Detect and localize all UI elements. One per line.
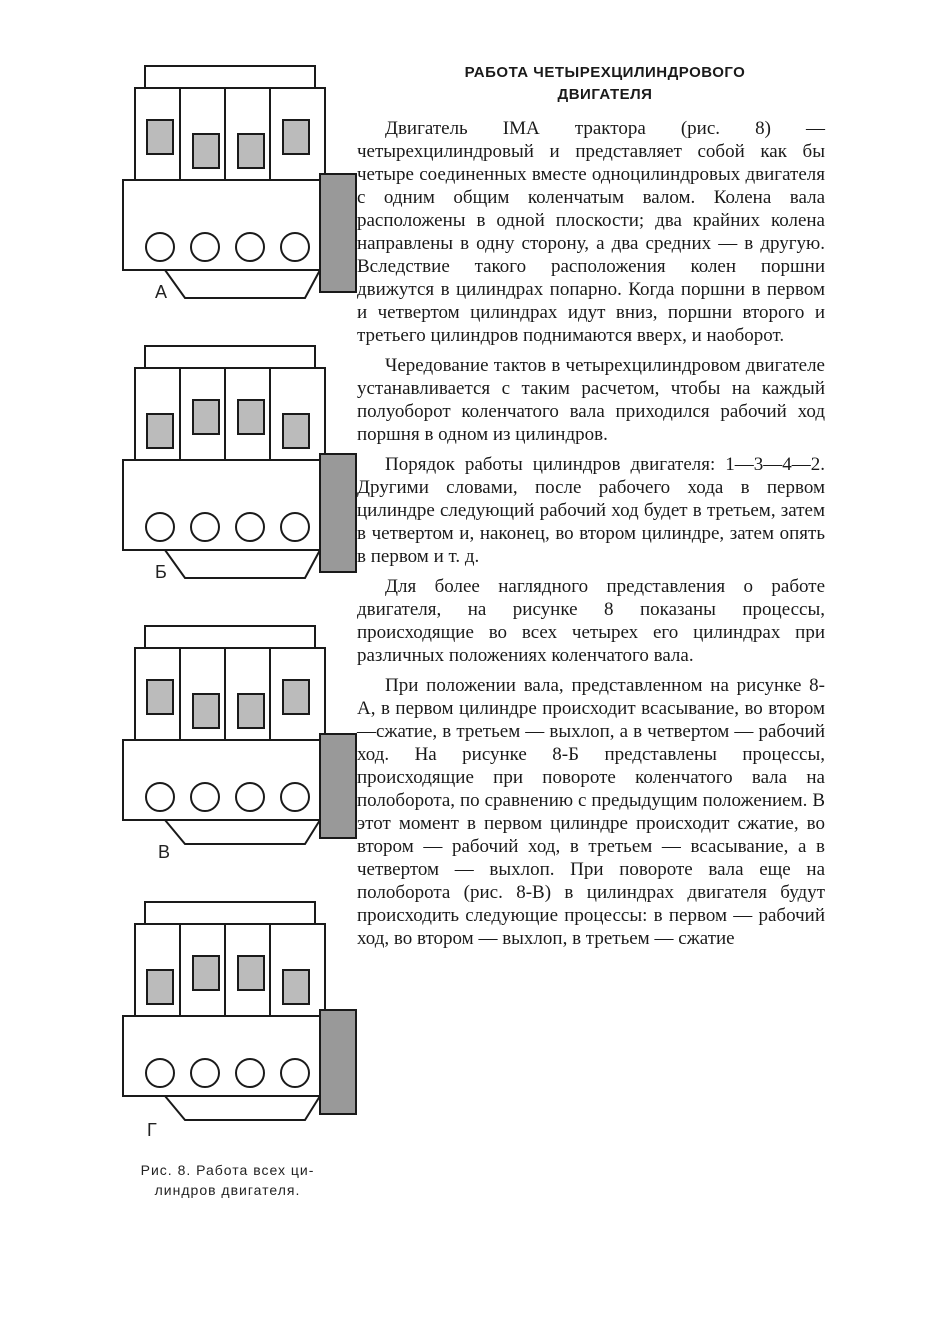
engine-cutaway-drawing bbox=[105, 342, 360, 592]
paragraph-1: Двигатель IМА трактора (рис. 8) — четырехцилиндровый и представляет собой как бы четыре соединенных вместе одноцилиндровых двигателя с одним общим коленчатым валом. Колена вала расположены в одной плоскости; два крайних колена направлены в одну сторону, а два средних — в другую. Вследствие такого расположения колен поршни движутся в цилиндрах попарно. Когда поршни в первом и четвертом цилиндрах идут вниз, поршни второго и третьего цилиндров поднимаются вверх, и наоборот. bbox=[357, 118, 825, 346]
engine-diagram-b bbox=[105, 342, 360, 592]
engine-diagram-v bbox=[105, 622, 360, 852]
figure-caption bbox=[110, 1160, 345, 1200]
figure-label-g: Г bbox=[147, 1120, 157, 1140]
figure-label-v: В bbox=[158, 842, 171, 862]
section-title-line-1: РАБОТА ЧЕТЫРЕХЦИЛИНДРОВОГО bbox=[464, 64, 746, 81]
figure-label-a: А bbox=[155, 282, 168, 302]
engine-cutaway-drawing bbox=[105, 62, 360, 312]
body-text bbox=[357, 117, 825, 957]
paragraph-4: Для более наглядного представления о работе двигателя, на рисунке 8 показаны процессы, происходящие во всех четырех его цилиндрах при различных положениях коленчатого вала. bbox=[357, 576, 825, 666]
engine-cutaway-drawing bbox=[105, 898, 360, 1128]
section-title bbox=[385, 62, 825, 106]
paragraph-3: Порядок работы цилиндров двигателя: 1—3—4—2. Другими словами, после рабочего хода в первом цилиндре следующий рабочий ход будет в третьем, затем в четвертом и, наконец, во втором цилиндре, затем опять в первом и т. д. bbox=[357, 454, 825, 567]
engine-cutaway-drawing bbox=[105, 622, 360, 852]
paragraph-5: При положении вала, представленном на рисунке 8-А, в первом цилиндре происходит всасывание, во втором—сжатие, в третьем — выхлоп, а в четвертом — рабочий ход. На рисунке 8-Б представлены процессы, происходящие при повороте коленчатого вала на полоборота, по сравнению с предыдущим положением. В этот момент в первом цилиндре происходит сжатие, во втором — рабочий ход, в третьем — всасывание, а в четвертом — выхлоп. При повороте вала еще на полоборота (рис. 8-В) в цилиндрах двигателя будут происходить следующие процессы: в первом — рабочий ход, во втором — выхлоп, в третьем — сжатие bbox=[357, 675, 825, 949]
caption-line-1: Рис. 8. Работа всех ци- bbox=[140, 1162, 315, 1178]
caption-line-2: линдров двигателя. bbox=[154, 1182, 301, 1198]
engine-diagram-g bbox=[105, 898, 360, 1128]
figure-label-b: Б bbox=[155, 562, 167, 582]
paragraph-2: Чередование тактов в четырехцилиндровом двигателе устанавливается с таким расчетом, чтобы на каждый полуоборот коленчатого вала приходился рабочий ход поршня в одном из цилиндров. bbox=[357, 355, 825, 445]
section-title-line-2: ДВИГАТЕЛЯ bbox=[557, 86, 653, 103]
engine-diagram-a bbox=[105, 62, 360, 312]
